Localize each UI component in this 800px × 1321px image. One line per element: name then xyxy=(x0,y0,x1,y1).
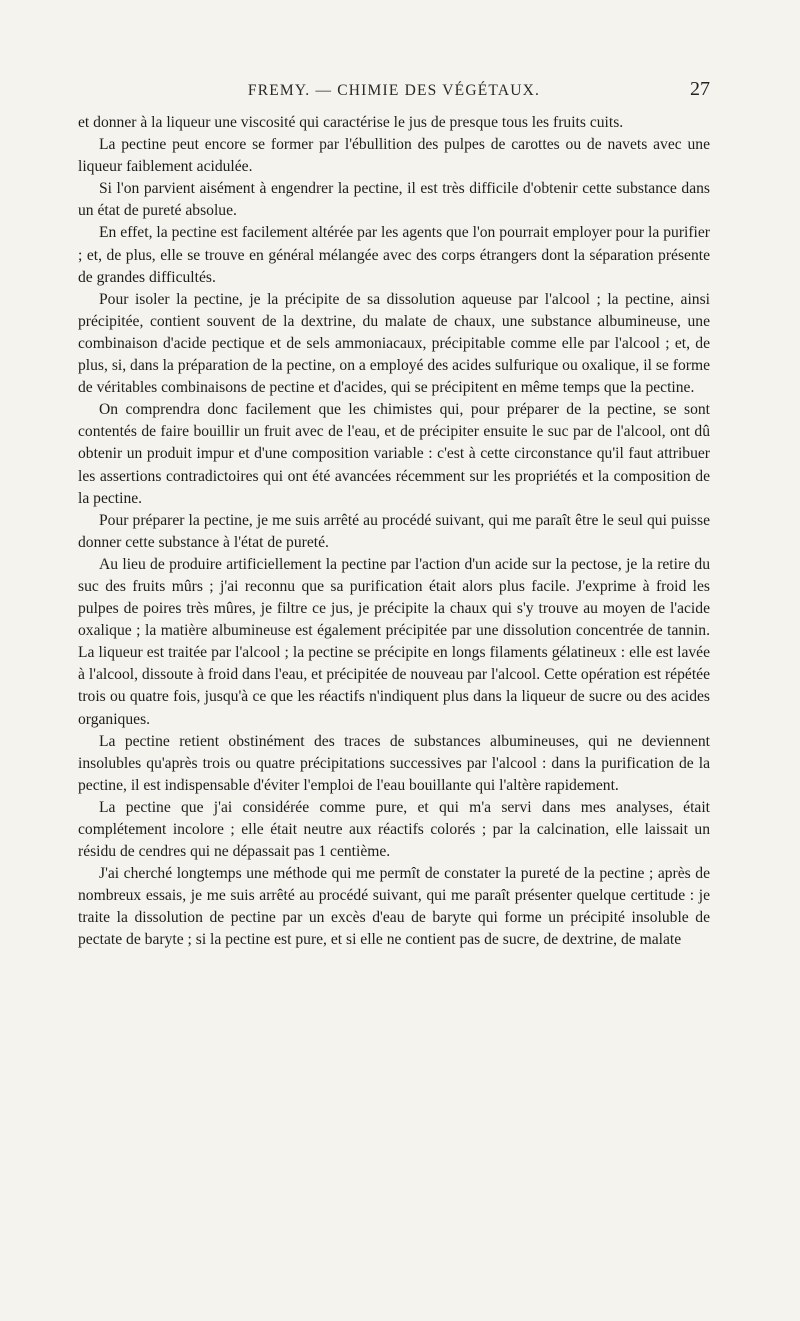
paragraph: On comprendra donc facilement que les chimistes qui, pour préparer de la pectine, se sont contentés de faire bouillir un fruit avec de l'eau, et de précipiter ensuite le suc par de l'alcool, ont dû obtenir un produit impur et d'une composition variable : c'est à cette circonstance qu'il faut attribuer les assertions contradictoires qui ont été avancées récemment sur les propriétés et la composition de la pectine. xyxy=(78,401,710,507)
body-text xyxy=(78,112,710,952)
paragraph: Si l'on parvient aisément à engendrer la pectine, il est très difficile d'obtenir cette substance dans un état de pureté absolue. xyxy=(78,180,710,220)
paragraph: Au lieu de produire artificiellement la pectine par l'action d'un acide sur la pectose, je la retire du suc des fruits mûrs ; j'ai reconnu que sa purification était alors plus facile. J'exprime à froid les pulpes de poires très mûres, je filtre ce jus, je précipite la chaux qui s'y trouve au moyen de l'acide oxalique ; la matière albumineuse est également précipitée par une dissolution concentrée de tannin. La liqueur est traitée par l'alcool ; la pectine se précipite en longs filaments gélatineux : elle est lavée à l'alcool, dissoute à froid dans l'eau, et précipitée de nouveau par l'alcool. Cette opération est répétée trois ou quatre fois, jusqu'à ce que les réactifs n'indiquent plus dans la liqueur de sucre ou des acides organiques. xyxy=(78,555,710,728)
paragraph: La pectine peut encore se former par l'ébullition des pulpes de carottes ou de navets avec une liqueur faiblement acidulée. xyxy=(78,136,710,176)
paragraph: Pour préparer la pectine, je me suis arrêté au procédé suivant, qui me paraît être le seul qui puisse donner cette substance à l'état de pureté. xyxy=(78,511,710,551)
page-number: 27 xyxy=(690,78,710,100)
running-title: FREMY. — CHIMIE DES VÉGÉTAUX. xyxy=(247,82,541,99)
paragraph: La pectine que j'ai considérée comme pure, et qui m'a servi dans mes analyses, était complétement incolore ; elle était neutre aux réactifs colorés ; par la calcination, elle laissait un résidu de cendres qui ne dépassait pas 1 centième. xyxy=(78,798,710,861)
paragraph: Pour isoler la pectine, je la précipite de sa dissolution aqueuse par l'alcool ; la pectine, ainsi précipitée, contient souvent de la dextrine, du malate de chaux, une substance albumineuse, une combinaison d'acide pectique et de sels ammoniacaux, précipitable comme elle par l'alcool ; et, de plus, si, dans la préparation de la pectine, on a employé des acides sulfurique ou oxalique, il se forme de véritables combinaisons de pectine et d'acides, qui se précipitent en même temps que la pectine. xyxy=(78,290,710,397)
paragraph: En effet, la pectine est facilement altérée par les agents que l'on pourrait employer pour la purifier ; et, de plus, elle se trouve en général mélangée avec des corps étrangers dont la séparation présente de grandes difficultés. xyxy=(78,224,710,286)
paragraph-continuation: et donner à la liqueur une viscosité qui caractérise le jus de presque tous les fruits cuits. xyxy=(78,114,624,131)
running-head xyxy=(78,78,710,104)
paragraph: J'ai cherché longtemps une méthode qui me permît de constater la pureté de la pectine ; après de nombreux essais, je me suis arrêté au procédé suivant, qui me paraît présenter quelque certitude : je traite la dissolution de pectine par un excès d'eau de baryte qui forme un précipité insoluble de pectate de baryte ; si la pectine est pure, et si elle ne contient pas de sucre, de dextrine, de malate xyxy=(78,865,710,949)
paragraph: La pectine retient obstinément des traces de substances albumineuses, qui ne deviennent insolubles qu'après trois ou quatre précipitations successives par l'alcool : dans la purification de la pectine, il est indispensable d'éviter l'emploi de l'eau bouillante qui l'altère rapidement. xyxy=(78,732,710,794)
